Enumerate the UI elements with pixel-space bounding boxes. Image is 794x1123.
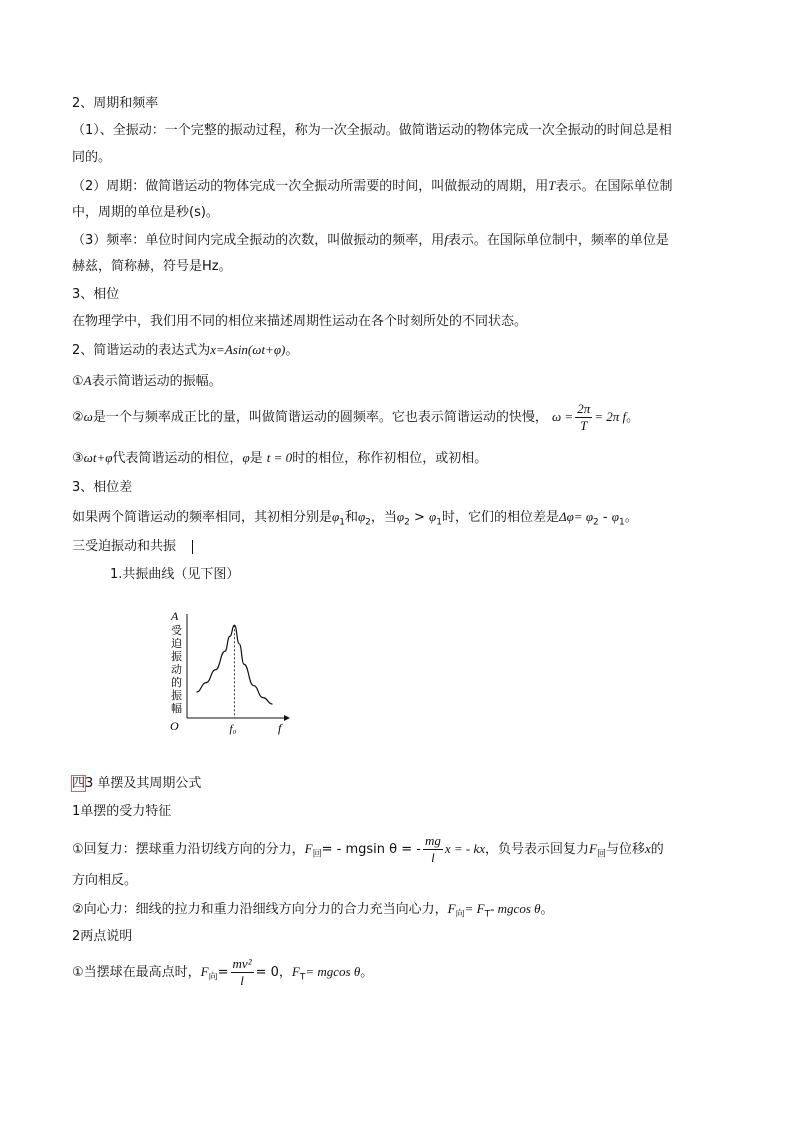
highest-prefix: ①当摆球在最高点时， [72, 965, 201, 980]
period-symbol: T [548, 178, 556, 193]
expression-formula: x=Asin(ωt+φ) [210, 342, 286, 357]
restore-eq1: = - mgsin θ = - [321, 842, 421, 857]
centripetal-eq: = F [464, 901, 485, 916]
omega-prefix: ② [72, 410, 84, 425]
pd-text-a: 如果两个简谐运动的频率相同，其初相分别是 [72, 510, 333, 525]
highest-frac-num: mv² [232, 956, 252, 971]
pd-phi1b: φ [429, 509, 437, 524]
two-points-heading: 2两点说明 [72, 929, 133, 944]
centripetal-suffix: 。 [540, 902, 554, 917]
pendulum-force-heading: 1单摆的受力特征 [72, 804, 172, 819]
y-axis-char: 受 [171, 624, 182, 637]
resonance-curve-chart [162, 606, 302, 741]
phase-def-text1: 代表简谐运动的相位， [112, 451, 243, 466]
chart-axes [187, 614, 290, 721]
origin-label: O [170, 719, 179, 733]
amplitude-line [72, 372, 222, 391]
pd-gt: > [409, 510, 430, 525]
phase-definition-line [72, 449, 487, 468]
phase-def-text2: 是 [249, 451, 263, 466]
phase-def-sym3: t = 0 [266, 450, 293, 465]
section-four-highlight: 四 [72, 776, 86, 791]
restore-fraction [423, 833, 443, 866]
omega-frac-den: T [580, 418, 588, 433]
highest-eq3: = mgcos θ [305, 964, 361, 979]
amplitude-prefix: ① [72, 374, 84, 389]
pd-phi1c-sub: 1 [618, 517, 625, 528]
full-vibration-line2: 同的。 [72, 150, 112, 165]
centripetal-force-line [72, 900, 554, 924]
restore-prefix: ①回复力：摆球重力沿切线方向的分力， [72, 842, 305, 857]
pd-phi2c: φ [585, 509, 594, 524]
pd-phi2b-sub: 2 [404, 517, 410, 528]
highest-point-line [72, 955, 373, 995]
pd-phi2c-sub: 2 [593, 517, 599, 528]
y-axis-char: 幅 [171, 702, 182, 715]
y-axis-char: 振 [171, 689, 182, 702]
period-text-b: 表示。在国际单位制 [555, 179, 673, 194]
omega-eq-left: ω = [552, 409, 574, 424]
pd-end: 。 [624, 510, 638, 525]
x-axis-arrow [284, 715, 290, 721]
y-axis-char: 动 [171, 663, 182, 676]
pd-and: 和 [344, 510, 358, 525]
pd-when: ，当 [370, 510, 397, 525]
centripetal-F: F [447, 901, 456, 916]
restore-F: F [304, 841, 313, 856]
highest-F-sub: 向 [208, 972, 218, 983]
pd-phi2b: φ [396, 509, 405, 524]
section-title-forced-vibration [72, 538, 193, 556]
omega-symbol: ω [83, 409, 93, 424]
restore-F2-sub: 回 [596, 849, 606, 860]
section-title-pendulum [72, 775, 201, 793]
frequency-text-b: 表示。在国际单位制中，频率的单位是 [447, 233, 669, 248]
highest-F: F [200, 964, 209, 979]
restore-mid2: 与位移 [606, 842, 646, 857]
expression-prefix: 2、简谐运动的表达式为 [72, 343, 211, 358]
centripetal-eq2: - mgcos θ [490, 901, 541, 916]
section-title-phase-difference: 3、相位差 [72, 480, 133, 495]
y-axis-char: 的 [171, 676, 182, 689]
pd-phi1b-sub: 1 [436, 517, 442, 528]
pendulum-title-text: 3 单摆及其周期公式 [85, 776, 202, 791]
restore-frac-num: mg [424, 833, 441, 848]
frequency-line2: 赫兹，简称赫，符号是Hz。 [72, 259, 232, 274]
resonance-curve [197, 625, 273, 704]
restore-x: x [645, 841, 651, 856]
y-axis-char: 迫 [171, 637, 182, 650]
frequency-line1 [72, 231, 669, 250]
omega-fraction [575, 401, 592, 434]
phase-def-text3: 时的相位，称作初相位，或初相。 [292, 451, 488, 466]
omega-frac-num: 2π [577, 401, 591, 416]
restoring-force-line2: 方向相反。 [72, 873, 138, 888]
highest-FT-sub: T [299, 972, 306, 983]
restore-frac-den: l [431, 850, 435, 865]
expression-suffix: 。 [285, 343, 299, 358]
period-line2: 中，周期的单位是秒(s)。 [72, 205, 219, 220]
pd-phi1: φ [332, 509, 340, 524]
phase-def-sym1: ωt+φ [83, 450, 113, 465]
phase-difference-line [72, 508, 638, 532]
phase-def-sym2: φ [242, 450, 250, 465]
pd-phi1-sub: 1 [339, 517, 345, 528]
frequency-text-a: （3）频率：单位时间内完成全振动的次数，叫做振动的频率，用 [72, 233, 445, 248]
amplitude-symbol: A [83, 373, 92, 388]
centripetal-F-sub: 向 [455, 909, 465, 920]
pd-minus: - [598, 510, 612, 525]
period-line1 [72, 177, 673, 196]
restore-F-sub: 回 [312, 849, 322, 860]
centripetal-prefix: ②向心力：细线的拉力和重力沿细线方向分力的合力充当向心力， [72, 902, 448, 917]
omega-suffix: 。 [626, 410, 640, 425]
y-axis-letter: A [171, 609, 179, 623]
y-axis-label [170, 609, 182, 715]
centripetal-T-sub: T [484, 909, 491, 920]
pd-delta: Δφ= [558, 509, 586, 524]
full-vibration-line1: （1）、全振动：一个完整的振动过程，称为一次全振动。做简谐运动的物体完成一次全振动的时间总是相 [72, 123, 672, 138]
restore-eq2: x = - kx [444, 841, 486, 856]
omega-text: 是一个与频率成正比的量，叫做简谐运动的圆频率。它也表示简谐运动的快慢， [92, 410, 548, 425]
omega-line [72, 400, 639, 435]
x-tick-f0: f₀ [229, 723, 237, 735]
pd-phi1c: φ [611, 509, 619, 524]
highest-fraction [231, 956, 254, 989]
period-text-a: （2）周期：做简谐运动的物体完成一次全振动所需要的时间，叫做振动的周期，用 [72, 179, 549, 194]
highest-suffix: 。 [360, 965, 374, 980]
phase-description: 在物理学中，我们用不同的相位来描述周期性运动在各个时刻所处的不同状态。 [72, 314, 528, 329]
highest-FT: F [291, 964, 300, 979]
pd-phi2: φ [357, 509, 366, 524]
expression-line [72, 341, 298, 360]
pd-then: 时，它们的相位差是 [441, 510, 559, 525]
restoring-force-line [72, 832, 664, 872]
text-cursor [192, 540, 193, 554]
frequency-symbol: f [444, 232, 448, 247]
x-axis-label: f [278, 721, 282, 735]
forced-vibration-title: 三受迫振动和共振 [72, 539, 177, 554]
highest-eq2: = 0， [255, 965, 292, 980]
restore-F2: F [589, 841, 597, 856]
section-title-phase: 3、相位 [72, 287, 120, 302]
amplitude-text: 表示简谐运动的振幅。 [91, 374, 222, 389]
highest-frac-den: l [240, 973, 244, 988]
restore-tail: 的 [650, 842, 664, 857]
restore-mid: ，负号表示回复力 [485, 842, 590, 857]
omega-eq-right: = 2π f [594, 409, 627, 424]
section-title-period-frequency: 2、周期和频率 [72, 96, 159, 111]
y-axis-char: 振 [171, 650, 182, 663]
resonance-curve-item: 1.共振曲线（见下图） [110, 567, 240, 582]
highest-eq: = [217, 965, 229, 980]
phase-def-prefix: ③ [72, 451, 84, 466]
pd-phi2-sub: 2 [365, 517, 371, 528]
